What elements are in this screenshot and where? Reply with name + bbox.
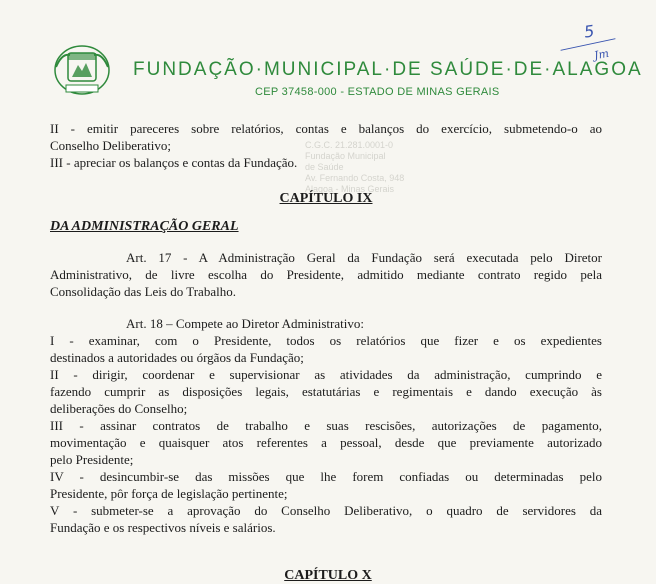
stamp-line: C.G.C. 21.281.0001-0 bbox=[305, 140, 394, 150]
handwritten-initials: Jm bbox=[592, 46, 610, 63]
art18-heading: Art. 18 – Compete ao Diretor Administrativo: bbox=[126, 316, 364, 331]
art17-line-1: Art. 17 - A Administração Geral da Fundação será executada pelo Diretor bbox=[126, 250, 602, 265]
item-iii-prev: III - apreciar os balanços e contas da Fundação. bbox=[50, 155, 298, 170]
item-v-line-1: V - submeter-se a aprovação do Conselho Deliberativo, o quadro de servidores da bbox=[50, 503, 602, 518]
stamp-line: Av. Fernando Costa, 948 bbox=[305, 173, 405, 183]
item-ii-line-2: fazendo cumprir as disposições legais, estatutárias e regimentais e dando execução às bbox=[50, 384, 602, 399]
section-heading: DA ADMINISTRAÇÃO GERAL bbox=[50, 219, 239, 234]
item-iv-line-1: IV - desincumbir-se das missões que lhe forem confiadas ou determinadas pelo bbox=[50, 469, 602, 484]
item-ii-prev-line-2: Conselho Deliberativo; bbox=[50, 138, 171, 153]
item-i-line-2: destinados a autoridades ou órgãos da Fundação; bbox=[50, 350, 304, 365]
art17-line-2: Administrativo, de livre escolha do Presidente, admitido mediante contrato regido pela bbox=[50, 267, 602, 282]
stamp-line: Fundação Municipal bbox=[305, 151, 386, 161]
item-ii-prev-line-1: II - emitir pareceres sobre relatórios, contas e balanços do exercício, submetendo-o ao bbox=[50, 121, 602, 136]
item-iii-line-1: III - assinar contratos de trabalho e suas rescisões, autorizações de pagamento, bbox=[50, 418, 602, 433]
item-v-line-2: Fundação e os respectivos níveis e salários. bbox=[50, 520, 276, 535]
item-iv-line-2: Presidente, pôr força de legislação pertinente; bbox=[50, 486, 288, 501]
municipal-seal-logo bbox=[52, 43, 112, 97]
item-i-line-1: I - examinar, com o Presidente, todos os relatórios que fizer e os expedientes bbox=[50, 333, 602, 348]
item-ii-line-1: II - dirigir, coordenar e supervisionar as atividades da administração, cumprindo e bbox=[50, 367, 602, 382]
handwritten-page-number: 5 bbox=[582, 21, 596, 42]
stamp-line: Alagoa - Minas Gerais bbox=[305, 184, 395, 194]
item-iii-line-3: pelo Presidente; bbox=[50, 452, 134, 467]
stamp-line: de Saúde bbox=[305, 162, 344, 172]
organization-address: CEP 37458-000 - ESTADO DE MINAS GERAIS bbox=[255, 86, 500, 98]
organization-name: FUNDAÇÃO·MUNICIPAL·DE SAÚDE·DE·ALAGOA bbox=[133, 59, 643, 80]
art17-line-3: Consolidação das Leis do Trabalho. bbox=[50, 284, 236, 299]
chapter-ix-heading: CAPÍTULO IX bbox=[279, 191, 373, 206]
chapter-x-heading: CAPÍTULO X bbox=[284, 568, 372, 583]
document-body bbox=[50, 120, 602, 536]
item-iii-line-2: movimentação e quaisquer atos referentes a pessoal, desde que previamente autorizado bbox=[50, 435, 602, 450]
item-ii-line-3: deliberações do Conselho; bbox=[50, 401, 188, 416]
